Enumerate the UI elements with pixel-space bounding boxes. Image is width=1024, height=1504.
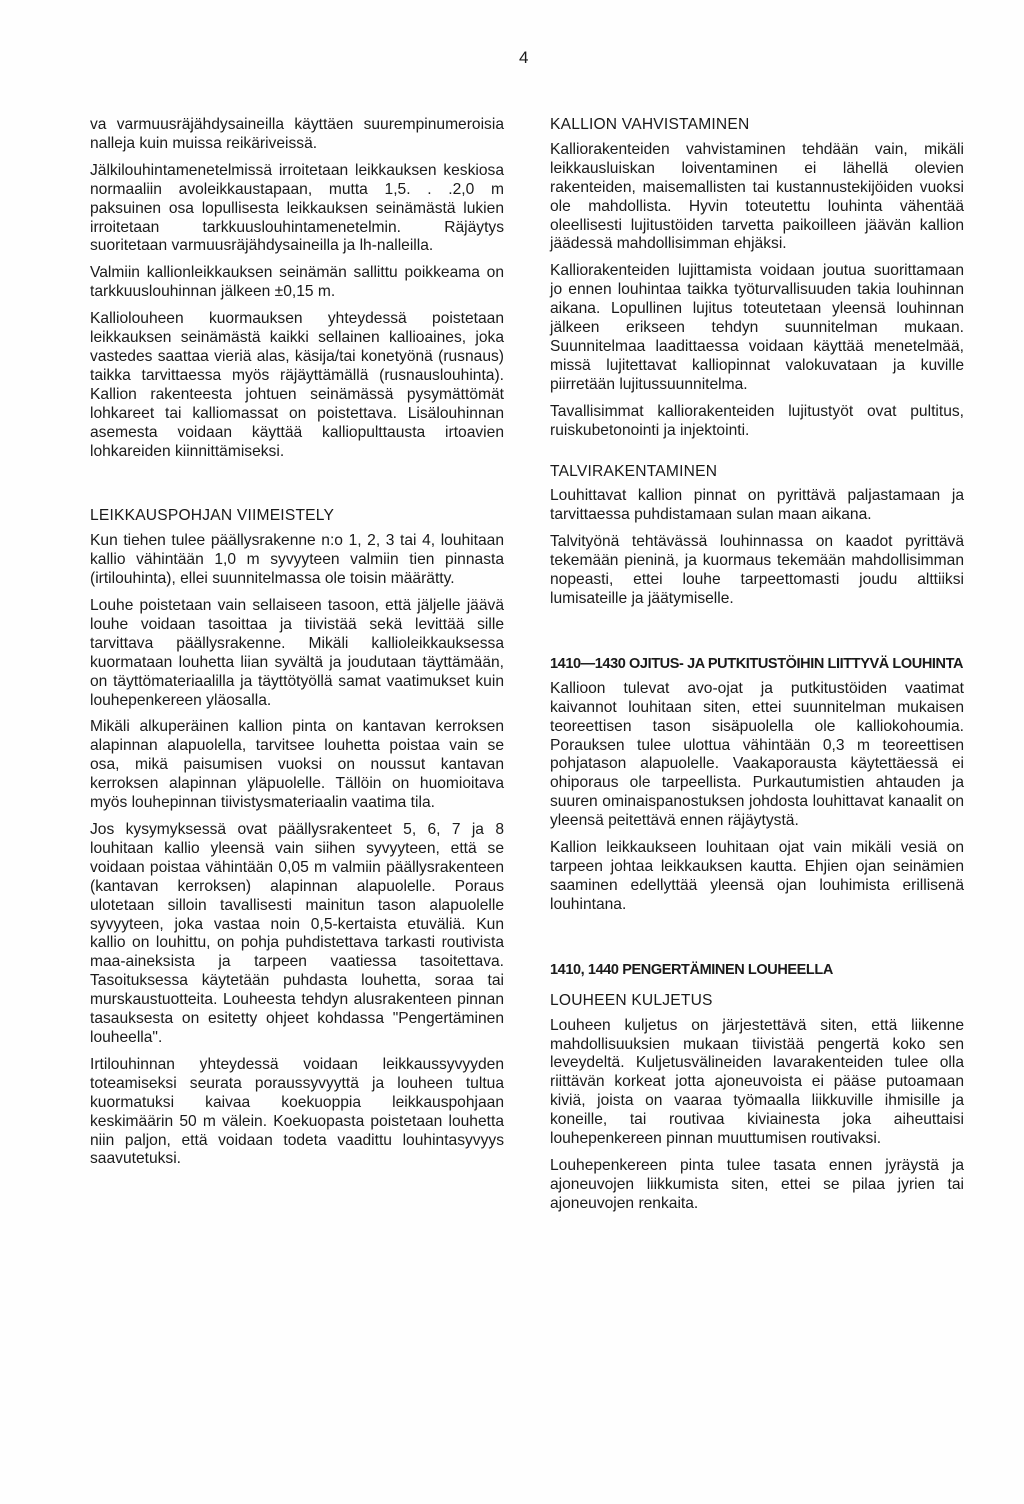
paragraph: Jälkilouhintamenetelmissä irroitetaan leikkauksen keskiosa normaaliin avoleikkaustapaan, mutta 1,5. . .2,0 m paksuinen osa lopullisesta leikkauksen seinämästä lukien irroitetaan tarkkuuslouhintamenetelmin. Räjäytys suoritetaan varmuusräjähdysaineilla ja lh-nalleilla. bbox=[90, 161, 504, 255]
paragraph: Louheen kuljetus on järjestettävä siten, että liikenne mahdollisuuksien mukaan tiivistää pengertä koko sen leveydeltä. Kuljetusvälineiden lavarakenteiden tulee olla riittävän korkeat jotta ajoneuvoista ei pääse putoamaan kiviä, joista on vaaraa työmaalla liikkuville ihmisille ja koneille, tai routivaa kiviainesta joka aiheuttaisi louhepenkereen pinnan muuttumisen routivaksi. bbox=[550, 1016, 964, 1148]
paragraph: va varmuusräjähdysaineilla käyttäen suurempinumeroisia nalleja kuin muissa reikäriveissä. bbox=[90, 116, 504, 152]
paragraph: Louhe poistetaan vain sellaiseen tasoon, että jäljelle jäävä louhe voidaan tasoittaa ja tiivistää sekä levittää sille tarvittava päällysrakenne. Mikäli kallioleikkauksessa kuormataan louhetta liian syvältä ja joudutaan täyttämään, on täyttömateriaalilla ja täyttötyöllä samat vaatimukset kuin louhepenkereen yläosalla. bbox=[90, 597, 504, 709]
paragraph: Talvityönä tehtävässä louhinnassa on kaadot pyrittävä tekemään pieninä, ja kuormaus tekemään mahdollisimman nopeasti, ettei louhe tarpeettomasti joudu alttiiksi lumisateille ja jäätymiselle. bbox=[550, 533, 964, 607]
paragraph: Jos kysymyksessä ovat päällysrakenteet 5, 6, 7 ja 8 louhitaan kallio yleensä vain siihen syvyyteen, että se voidaan poistaa vähintään 0,05 m valmiin päällysrakenteen (kantavan kerroksen) alapinnan alapuolelle. Poraus ulotetaan silloin tavallisesti mainitun tason alapuolelle syvyyteen, joka vastaa noin 0,5-kertaista etuväliä. Kun kallio on louhittu, on pohja puhdistettava tarkasti routivista maa-aineksista ja tarpeen vaatiessa tasoitettava. Tasoituksessa käytetään puhdasta louhetta, soraa tai murskaustuotteita. Louheesta tehdyn alusrakenteen pinnan tasauksesta on esitetty ohjeet kohdassa "Pengertäminen louheella". bbox=[90, 821, 504, 1046]
paragraph: Valmiin kallionleikkauksen seinämän sallittu poikkeama on tarkkuuslouhinnan jälkeen ±0,15 m. bbox=[90, 264, 504, 301]
section-heading: LEIKKAUSPOHJAN VIIMEISTELY bbox=[90, 507, 335, 525]
paragraph: Tavallisimmat kalliorakenteiden lujitustyöt ovat pultitus, ruiskubetonointi ja injektointi. bbox=[550, 402, 964, 439]
paragraph: Kalliorakenteiden vahvistaminen tehdään vain, mikäli leikkausluiskan loiventaminen ei lähellä olevien rakenteiden, maisemallisten tai kustannustekijöiden vuoksi ole mahdollista. Hyvin toteutettu louhinta vähentää oleellisesti lujitustöiden tarvetta paikoilleen jäävän kallion jäädessä mahdollisimman ehjäksi. bbox=[550, 140, 964, 253]
section-heading-bold: 1410, 1440 PENGERTÄMINEN LOUHEELLA bbox=[550, 961, 833, 978]
section-heading: KALLION VAHVISTAMINEN bbox=[550, 116, 750, 133]
section-heading: LOUHEEN KULJETUS bbox=[550, 991, 713, 1009]
page-number: 4 bbox=[519, 48, 529, 67]
section-heading-bold: 1410—1430 OJITUS- JA PUTKITUSTÖIHIN LIITTYVÄ LOUHINTA bbox=[550, 655, 964, 672]
section-heading: TALVIRAKENTAMINEN bbox=[550, 462, 718, 480]
paragraph: Kun tiehen tulee päällysrakenne n:o 1, 2, 3 tai 4, louhitaan kallio vähintään 1,0 m syvyyteen valmiin tien pinnasta (irtilouhinta), ellei suunnitelmassa ole toisin määrätty. bbox=[90, 532, 504, 588]
paragraph: Kallioon tulevat avo-ojat ja putkitustöiden vaatimat kaivannot louhitaan siten, ettei suunnitelman mukaisen teoreettisen tason sisäpuolella ole kalliokohoumia. Porauksen tulee ulottua vähintään 0,3 m teoreettisen pohjatason alapuolelle. Vaakaporausta käytettäessä ei ohiporaus ole tarpeellista. Purkautumistien ahtauden ja suuren ominaispanostuksen johdosta louhittavat kanaalit on yleensä peitettävä ennen räjäytystä. bbox=[550, 679, 964, 830]
paragraph: Kalliorakenteiden lujittamista voidaan joutua suorittamaan jo ennen louhintaa taikka työturvallisuuden takia louhinnan aikana. Lopullinen lujitus toteutetaan yleensä louhinnan jälkeen erikseen tehdyn suunnitelman mukaan. Suunnitelmaa laadittaessa voidaan käyttää menetelmää, missä lujitettavat kalliopinnat valokuvataan ja kuville piirretään lujitussuunnitelma. bbox=[550, 262, 964, 393]
paragraph: Kallion leikkaukseen louhitaan ojat vain mikäli vesiä on tarpeen johtaa leikkauksen kautta. Ehjien ojan seinämien saaminen edellyttää yleensä ojan louhimista erillisenä louhintana. bbox=[550, 839, 964, 913]
paragraph: Louhepenkereen pinta tulee tasata ennen jyräystä ja ajoneuvojen liikkumista siten, ettei se pilaa jyrien tai ajoneuvojen renkaita. bbox=[550, 1156, 964, 1212]
left-column bbox=[90, 116, 504, 1177]
paragraph: Mikäli alkuperäinen kallion pinta on kantavan kerroksen alapinnan alapuolella, tarvitsee louhetta poistaa vain se osa, mikä paisumisen vuoksi on noussut kantavan kerroksen alapinnan yläpuolelle. Tällöin on huomioitava myös louhepinnan tiivistysmateriaalin vaatima tila. bbox=[90, 718, 504, 812]
paragraph: Louhittavat kallion pinnat on pyrittävä paljastamaan ja tarvittaessa puhdistamaan sulan maan aikana. bbox=[550, 487, 964, 524]
paragraph: Kalliolouheen kuormauksen yhteydessä poistetaan leikkauksen seinämästä kaikki sellainen kallioaines, joka vastedes saattaa vieriä alas, käsija/tai konetyönä (rusnaus) taikka tarvittaessa myös räjäyttämällä (rusnauslouhinta). Kallion rakenteesta johtuen seinämässä pysymättömät lohkareet tai kalliomassat on poistettava. Lisälouhinnan asemesta voidaan käyttää kalliopulttausta irtoavien lohkareiden kiinnittämiseksi. bbox=[90, 310, 504, 460]
paragraph: Irtilouhinnan yhteydessä voidaan leikkaussyvyyden toteamiseksi seurata poraussyvyyttä ja louheen tultua kuormatuksi kaivaa koekuoppia leikkauspohjaan keskimäärin 50 m välein. Koekuopasta poistetaan louhetta niin paljon, että voidaan todeta vaadittu louhintasyvyys saavutetuksi. bbox=[90, 1055, 504, 1168]
right-column bbox=[550, 116, 964, 1222]
